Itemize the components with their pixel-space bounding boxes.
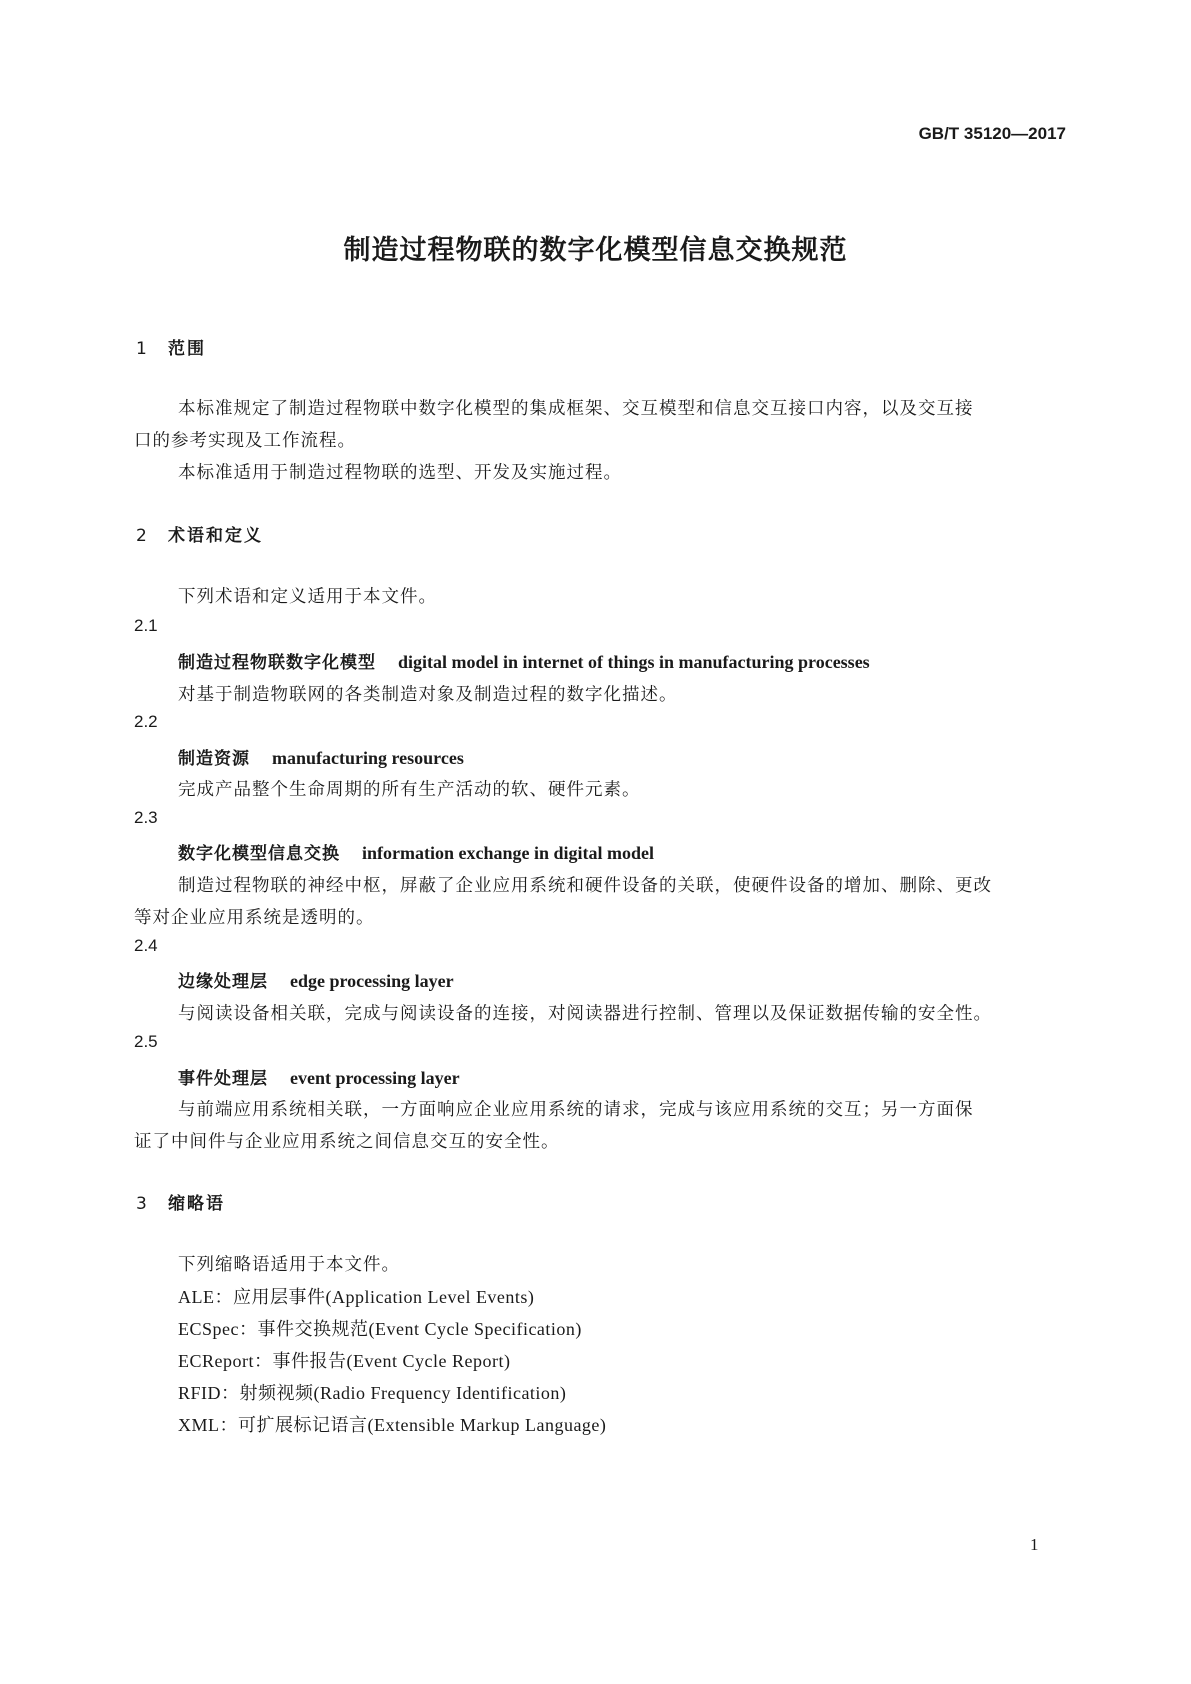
section-number: 3	[136, 1194, 147, 1214]
term-entry	[178, 1064, 460, 1089]
clause-number: 2.2	[134, 712, 158, 731]
clause-number: 2.5	[134, 1032, 158, 1051]
scope-paragraph-line-2: 口的参考实现及工作流程。	[134, 431, 356, 451]
section-number: 1	[136, 339, 147, 359]
term-definition: 与阅读设备相关联，完成与阅读设备的连接，对阅读器进行控制、管理以及保证数据传输的安全性。	[178, 1004, 992, 1024]
section-title: 术语和定义	[168, 526, 263, 546]
section-title: 缩略语	[168, 1194, 225, 1214]
section-title: 范围	[168, 339, 206, 359]
term-definition-line-1: 与前端应用系统相关联，一方面响应企业应用系统的请求，完成与该应用系统的交互；另一方面保	[178, 1100, 974, 1120]
term-chinese: 数字化模型信息交换	[178, 844, 340, 864]
term-chinese: 事件处理层	[178, 1069, 268, 1089]
abbreviation-item: ECSpec：事件交换规范(Event Cycle Specification)	[178, 1319, 582, 1339]
term-english: digital model in internet of things in manufacturing processes	[398, 652, 870, 672]
document-title: 制造过程物联的数字化模型信息交换规范	[343, 235, 848, 266]
abbreviation-item: ECReport：事件报告(Event Cycle Report)	[178, 1351, 511, 1371]
scope-applicability-paragraph: 本标准适用于制造过程物联的选型、开发及实施过程。	[178, 463, 622, 483]
abbreviation-item: RFID：射频视频(Radio Frequency Identification)	[178, 1383, 567, 1403]
term-entry	[178, 648, 870, 673]
page-number: 1	[1030, 1535, 1039, 1554]
term-chinese: 制造过程物联数字化模型	[178, 653, 376, 673]
term-definition-line-2: 证了中间件与企业应用系统之间信息交互的安全性。	[134, 1132, 560, 1152]
abbreviation-item: ALE：应用层事件(Application Level Events)	[178, 1287, 535, 1307]
section-number: 2	[136, 526, 147, 546]
section-2-heading	[136, 521, 263, 546]
term-definition: 完成产品整个生命周期的所有生产活动的软、硬件元素。	[178, 780, 641, 800]
term-definition: 对基于制造物联网的各类制造对象及制造过程的数字化描述。	[178, 685, 678, 705]
term-english: event processing layer	[290, 1068, 460, 1088]
term-english: edge processing layer	[290, 971, 454, 991]
abbreviation-item: XML：可扩展标记语言(Extensible Markup Language)	[178, 1415, 607, 1435]
standard-number: GB/T 35120—2017	[918, 124, 1066, 143]
term-chinese: 边缘处理层	[178, 972, 268, 992]
clause-number: 2.4	[134, 936, 158, 955]
term-entry	[178, 967, 454, 992]
term-entry	[178, 839, 654, 864]
scope-paragraph-line-1: 本标准规定了制造过程物联中数字化模型的集成框架、交互模型和信息交互接口内容，以及交互接	[178, 399, 974, 419]
section-1-heading	[136, 334, 206, 359]
section-3-heading	[136, 1189, 225, 1214]
term-chinese: 制造资源	[178, 749, 250, 769]
abbreviations-intro: 下列缩略语适用于本文件。	[178, 1255, 400, 1275]
term-definition-line-2: 等对企业应用系统是透明的。	[134, 908, 375, 928]
clause-number: 2.3	[134, 808, 158, 827]
term-definition-line-1: 制造过程物联的神经中枢，屏蔽了企业应用系统和硬件设备的关联，使硬件设备的增加、删除、更改	[178, 876, 992, 896]
term-entry	[178, 744, 464, 769]
term-english: manufacturing resources	[272, 748, 464, 768]
term-english: information exchange in digital model	[362, 843, 654, 863]
clause-number: 2.1	[134, 616, 158, 635]
terms-intro: 下列术语和定义适用于本文件。	[178, 587, 437, 607]
